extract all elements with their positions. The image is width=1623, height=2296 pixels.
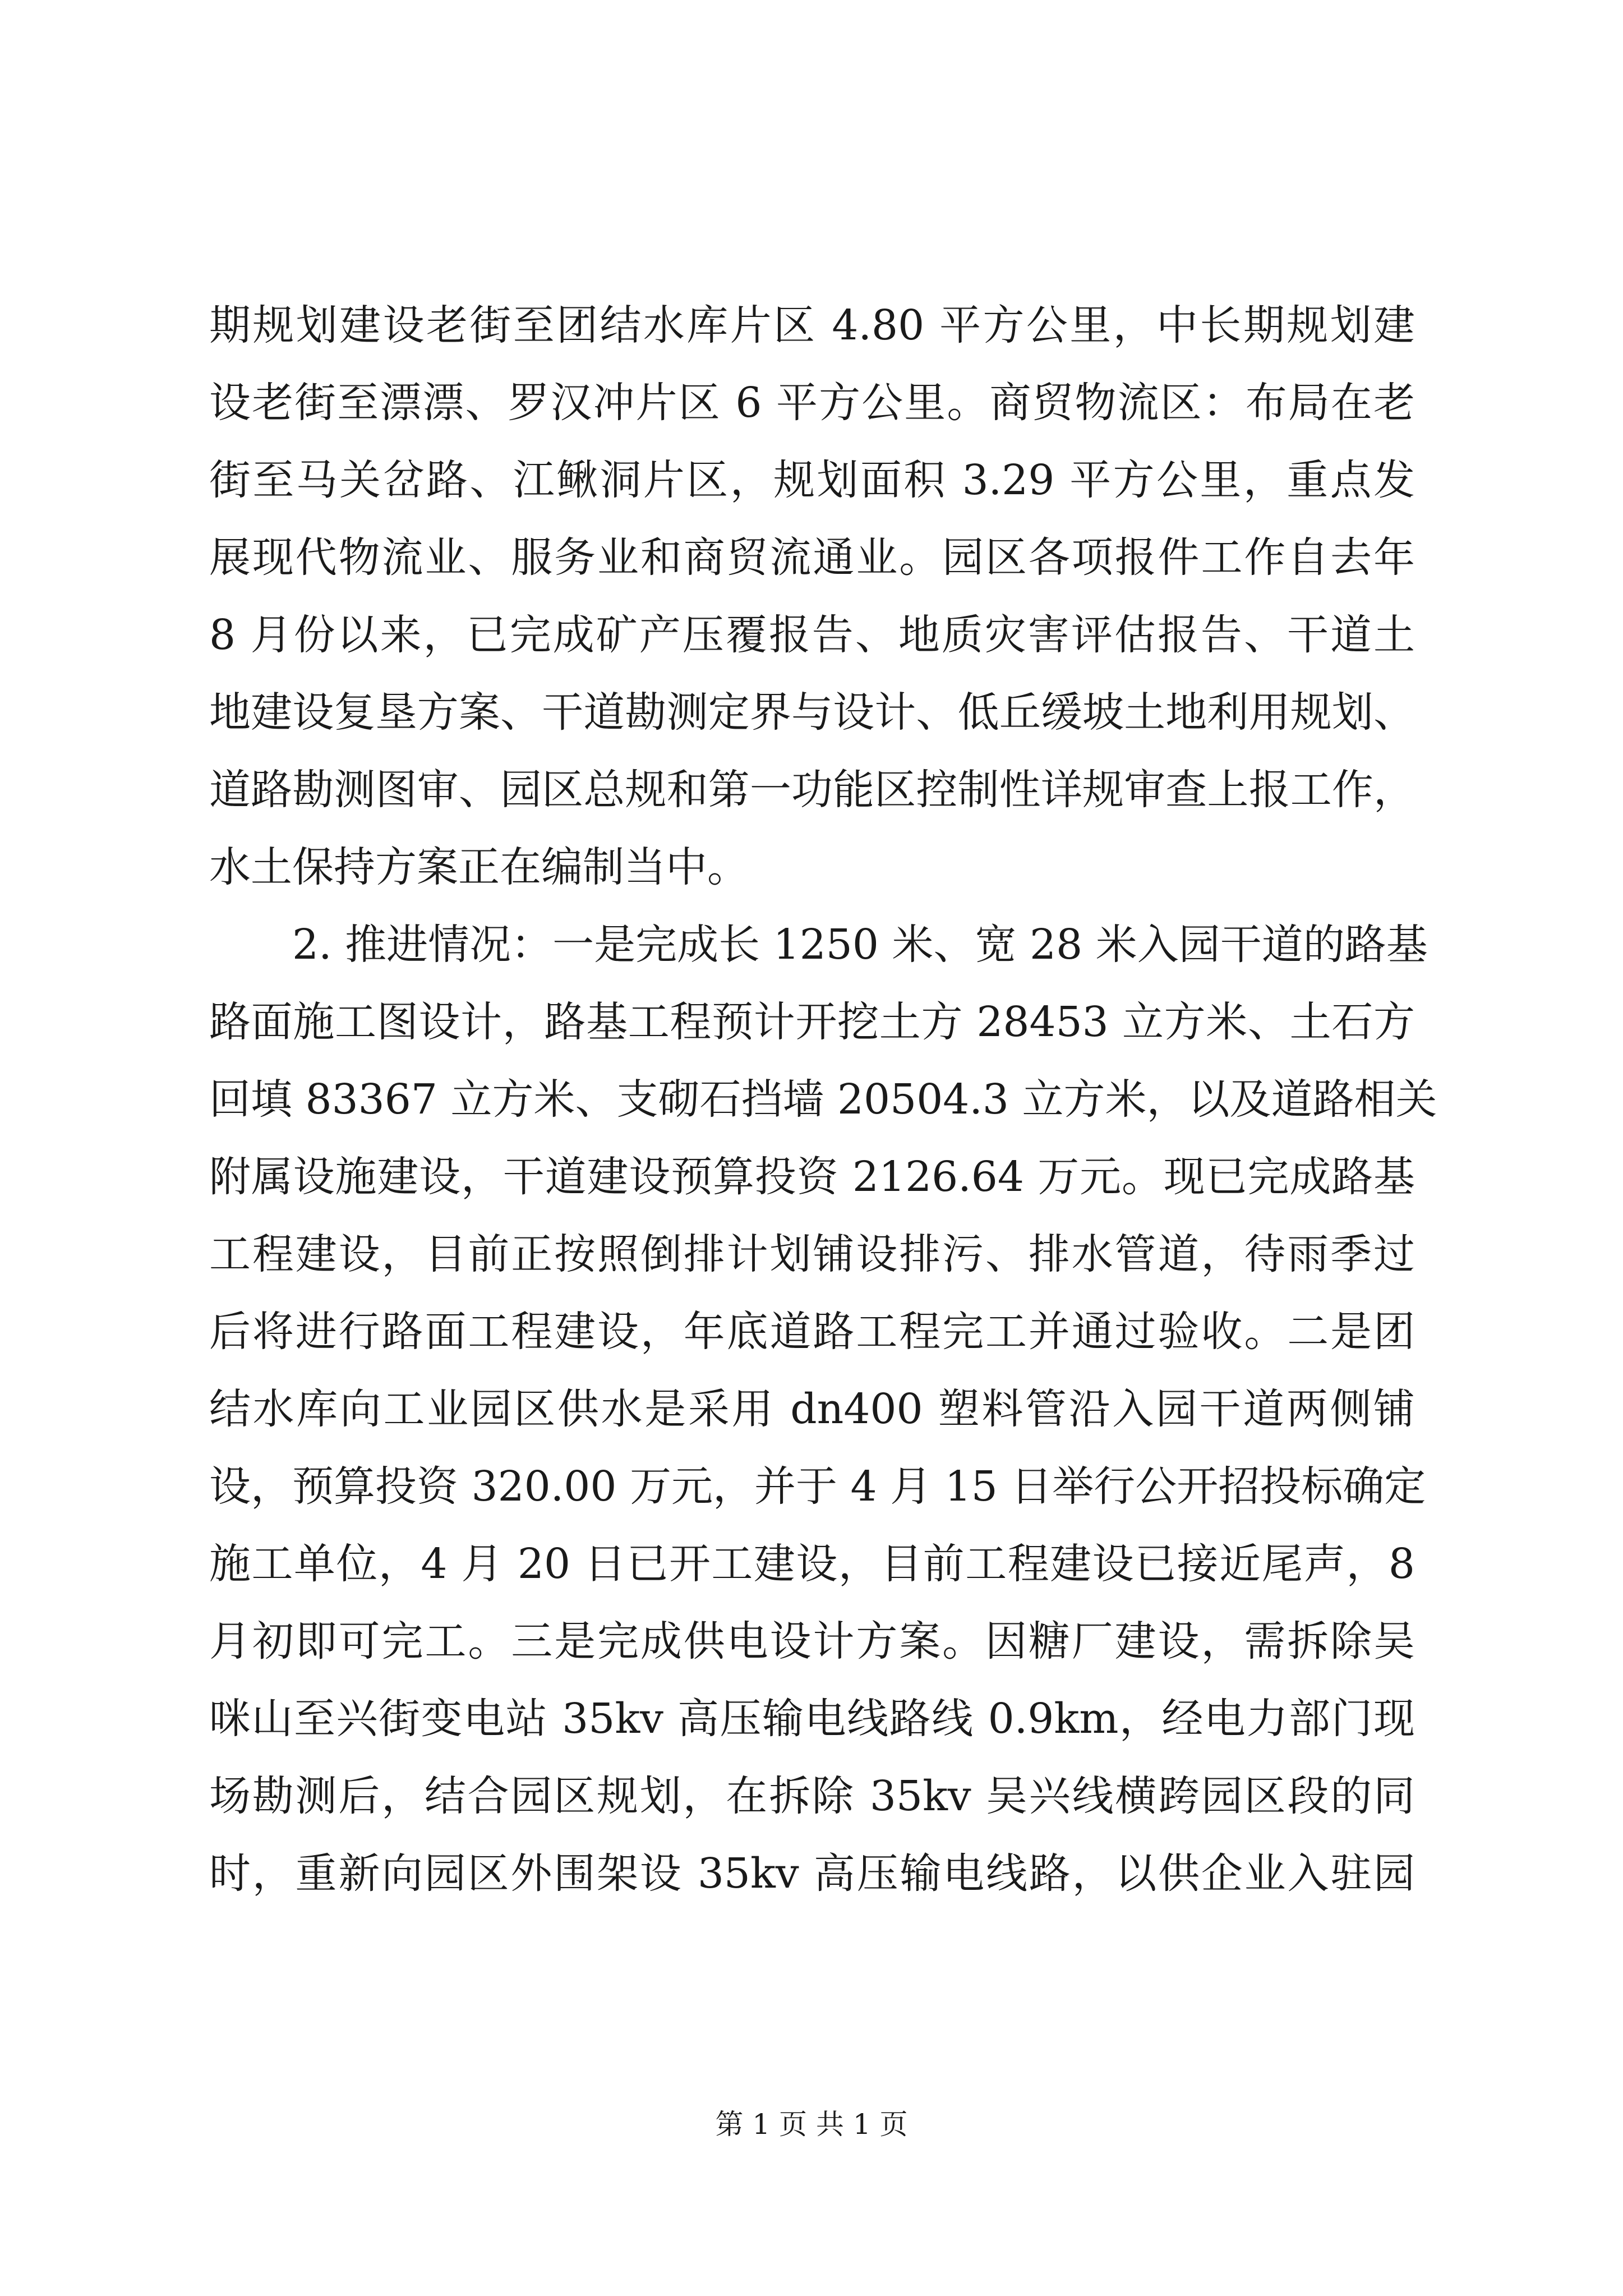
text-line: 8 月份以来，已完成矿产压覆报告、地质灾害评估报告、干道土 <box>209 611 1415 659</box>
text-line: 后将进行路面工程建设，年底道路工程完工并通过验收。二是团 <box>209 1308 1415 1356</box>
text-line: 施工单位，4 月 20 日已开工建设，目前工程建设已接近尾声，8 <box>209 1540 1415 1588</box>
text-line: 展现代物流业、服务业和商贸流通业。园区各项报件工作自去年 <box>209 533 1415 582</box>
text-line: 咪山至兴街变电站 35kv 高压输电线路线 0.9km，经电力部门现 <box>209 1695 1415 1743</box>
text-line: 场勘测后，结合园区规划，在拆除 35kv 吴兴线横跨园区段的同 <box>209 1772 1415 1820</box>
page-footer: 第 1 页 共 1 页 <box>715 2108 908 2141</box>
paragraph-planning <box>209 297 1415 895</box>
document-body <box>209 297 1437 1923</box>
text-line: 附属设施建设，干道建设预算投资 2126.64 万元。现已完成路基 <box>209 1153 1415 1201</box>
text-line: 街至马关岔路、江鳅洞片区，规划面积 3.29 平方公里，重点发 <box>209 456 1415 504</box>
text-line: 结水库向工业园区供水是采用 dn400 塑料管沿入园干道两侧铺 <box>209 1385 1415 1433</box>
text-line: 月初即可完工。三是完成供电设计方案。因糖厂建设，需拆除吴 <box>209 1617 1415 1665</box>
text-line: 时，重新向园区外围架设 35kv 高压输电线路，以供企业入驻园 <box>209 1849 1415 1898</box>
text-line: 水土保持方案正在编制当中。 <box>209 843 749 891</box>
text-line: 路面施工图设计，路基工程预计开挖土方 28453 立方米、土石方 <box>209 998 1415 1046</box>
paragraph-progress <box>209 917 1437 1902</box>
text-line: 地建设复垦方案、干道勘测定界与设计、低丘缓坡土地利用规划、 <box>209 688 1415 737</box>
text-line: 期规划建设老街至团结水库片区 4.80 平方公里，中长期规划建 <box>209 301 1415 349</box>
text-line: 设老街至漂漂、罗汉冲片区 6 平方公里。商贸物流区：布局在老 <box>209 379 1415 427</box>
text-line: 道路勘测图审、园区总规和第一功能区控制性详规审查上报工作， <box>209 766 1415 814</box>
text-line: 工程建设，目前正按照倒排计划铺设排污、排水管道，待雨季过 <box>209 1230 1415 1278</box>
text-line: 2. 推进情况：一是完成长 1250 米、宽 28 米入园干道的路基 <box>292 921 1428 969</box>
text-line: 设，预算投资 320.00 万元，并于 4 月 15 日举行公开招投标确定 <box>209 1462 1426 1511</box>
text-line: 回填 83367 立方米、支砌石挡墙 20504.3 立方米，以及道路相关 <box>209 1075 1437 1124</box>
